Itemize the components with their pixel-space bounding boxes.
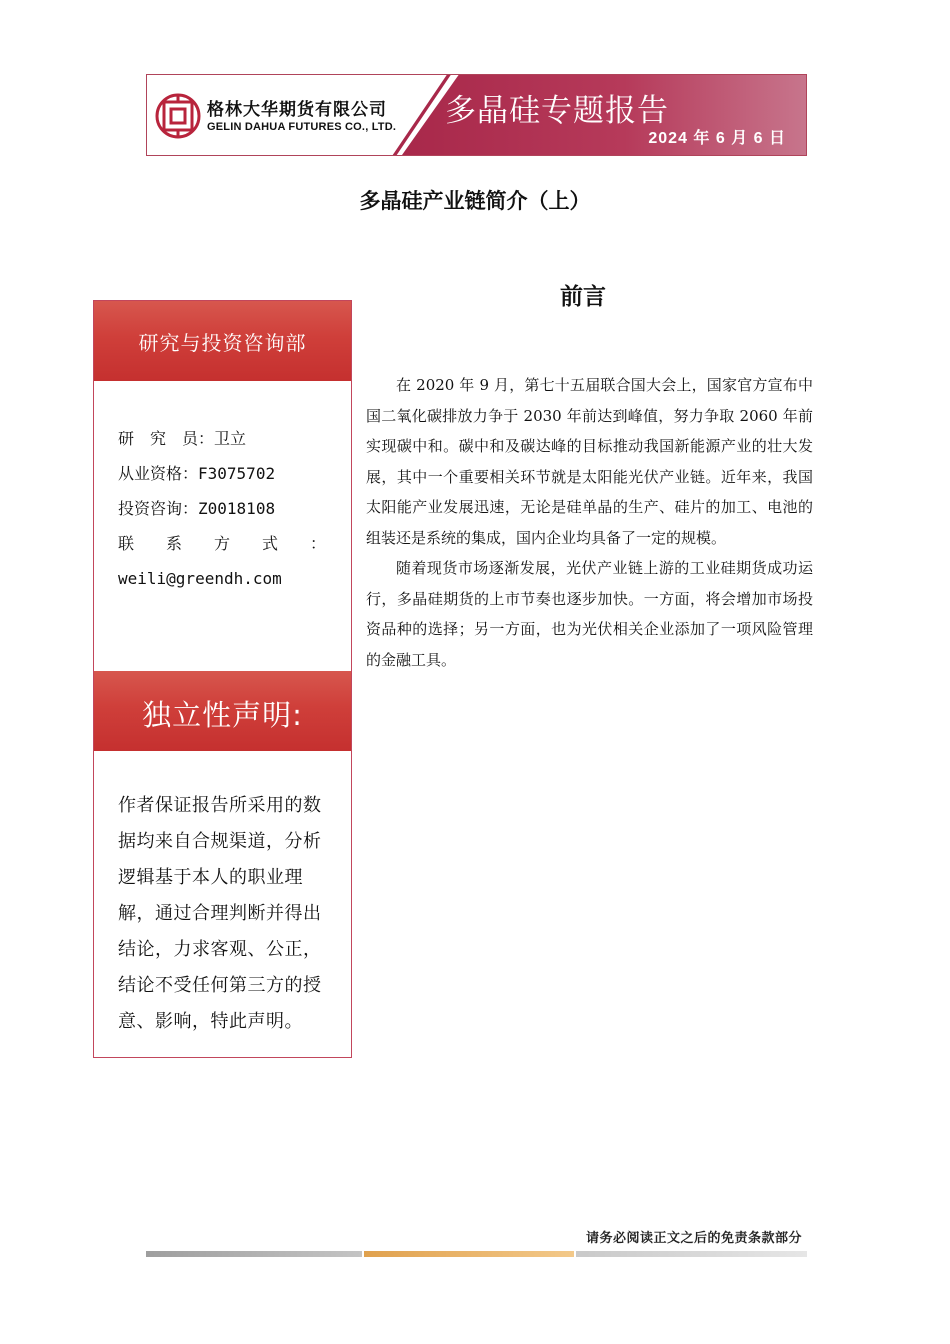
contact-email[interactable]: weili@greendh.com bbox=[118, 569, 282, 588]
researcher-label bbox=[118, 421, 198, 456]
preface-paragraph: 随着现货市场逐渐发展，光伏产业链上游的工业硅期货成功运行，多晶硅期货的上市节奏也逐步加快。一方面，将会增加市场投资品种的选择；另一方面，也为光伏相关企业添加了一项风险管理的金融工具。 bbox=[366, 559, 813, 669]
consulting-row bbox=[118, 491, 326, 526]
consulting-label: 投资咨询 bbox=[118, 499, 183, 518]
author-contact-block bbox=[118, 421, 326, 596]
company-name-en: GELIN DAHUA FUTURES CO., LTD. bbox=[207, 121, 397, 133]
preface-body bbox=[366, 370, 813, 675]
label-char: 方 bbox=[213, 534, 230, 553]
footer-bar-orange bbox=[364, 1251, 574, 1257]
researcher-row bbox=[118, 421, 326, 456]
report-type-title: 多晶硅专题报告 bbox=[445, 93, 669, 129]
contact-row bbox=[118, 526, 326, 561]
footer-bar-gray bbox=[146, 1251, 362, 1257]
department-title: 研究与投资咨询部 bbox=[138, 331, 307, 355]
qualification-row bbox=[118, 456, 326, 491]
company-logo-icon bbox=[155, 93, 201, 139]
qualification-label: 从业资格 bbox=[118, 464, 183, 483]
department-header bbox=[94, 301, 351, 381]
contact-email-row bbox=[118, 561, 326, 596]
footer-bar-light bbox=[576, 1251, 807, 1257]
author-sidebar bbox=[93, 300, 352, 1058]
label-char: 究 bbox=[149, 429, 166, 448]
declaration-header bbox=[94, 671, 351, 751]
researcher-value: ：卫立 bbox=[198, 429, 247, 448]
label-char: 系 bbox=[165, 534, 182, 553]
document-title: 多晶硅产业链简介（上） bbox=[359, 188, 591, 213]
qualification-value: ：F3075702 bbox=[182, 464, 276, 483]
label-char: 员 bbox=[181, 429, 198, 448]
disclaimer-note: 请务必阅读正文之后的免责条款部分 bbox=[585, 1231, 802, 1246]
consulting-value: ：Z0018108 bbox=[182, 499, 276, 518]
label-char: 联 bbox=[118, 534, 135, 553]
report-header-banner bbox=[146, 74, 807, 156]
label-char: 研 bbox=[118, 429, 135, 448]
preface-heading: 前言 bbox=[560, 283, 606, 310]
contact-label bbox=[118, 526, 326, 561]
declaration-text: 作者保证报告所采用的数据均来自合规渠道，分析逻辑基于本人的职业理解，通过合理判断并得出结论，力求客观、公正，结论不受任何第三方的授意、影响，特此声明。 bbox=[118, 795, 322, 1032]
preface-paragraph: 在 2020 年 9 月，第七十五届联合国大会上，国家官方宣布中国二氧化碳排放力争于 2030 年前达到峰值，努力争取 2060 年前实现碳中和。碳中和及碳达峰的目标推动我国新能源产业的壮大发展，其中一个重要相关环节就是太阳能光伏产业链。近年来，我国太阳能产业发展迅速，无论是硅单晶的生产、硅片的加工、电池的组装还是系统的集成，国内企业均具备了一定的规模。 bbox=[366, 376, 813, 547]
company-name-cn: 格林大华期货有限公司 bbox=[207, 100, 387, 120]
label-char: 式 bbox=[261, 534, 278, 553]
report-date: 2024 年 6 月 6 日 bbox=[648, 130, 786, 147]
declaration-title: 独立性声明: bbox=[142, 698, 303, 732]
label-char: ： bbox=[309, 534, 326, 553]
